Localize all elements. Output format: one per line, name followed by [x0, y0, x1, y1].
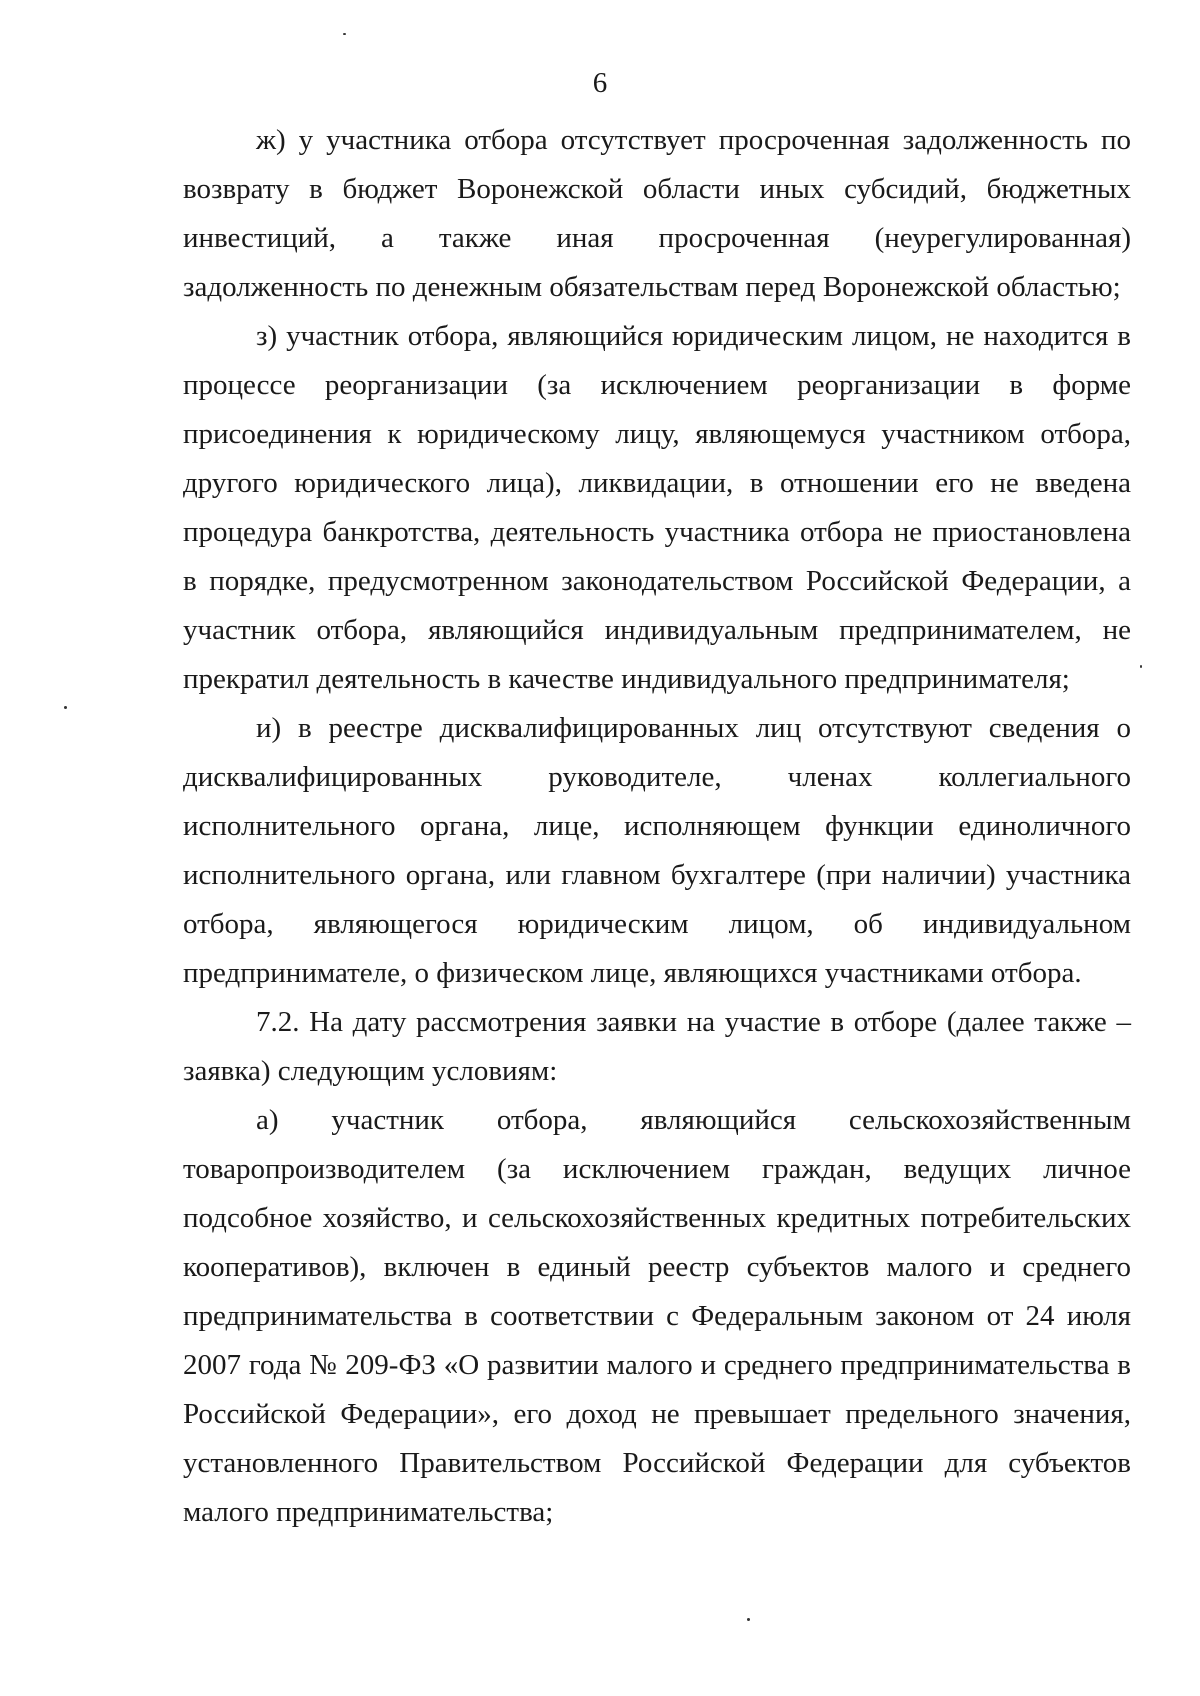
- document-body: [183, 116, 1131, 1537]
- scan-speck: [343, 33, 346, 35]
- scan-speck: [64, 706, 67, 709]
- paragraph-z: з) участник отбора, являющийся юридическим лицом, не находится в процессе реорганизации (за исключением реорганизации в форме присоединения к юридическому лицу, являющемуся участником отбора, другого юридического лица), ликвидации, в отношении его не введена процедура банкротства, деятельность участника отбора не приостановлена в порядке, предусмотренном законодательством Российской Федерации, а участник отбора, являющийся индивидуальным предпринимателем, не прекратил деятельность в качестве индивидуального предпринимателя;: [183, 320, 1131, 695]
- scan-speck: [1140, 665, 1142, 668]
- page-number: 6: [592, 67, 608, 99]
- paragraph-7-2: 7.2. На дату рассмотрения заявки на участие в отборе (далее также – заявка) следующим условиям:: [183, 1006, 1131, 1087]
- paragraph-zh: ж) у участника отбора отсутствует просроченная задолженность по возврату в бюджет Воронежской области иных субсидий, бюджетных инвестиций, а также иная просроченная (неурегулированная) задолженность по денежным обязательствам перед Воронежской областью;: [183, 124, 1131, 303]
- scan-speck: [747, 1618, 750, 1621]
- paragraph-i: и) в реестре дисквалифицированных лиц отсутствуют сведения о дисквалифицированных руководителе, членах коллегиального исполнительного органа, лице, исполняющем функции единоличного исполнительного органа, или главном бухгалтере (при наличии) участника отбора, являющегося юридическим лицом, об индивидуальном предпринимателе, о физическом лице, являющихся участниками отбора.: [183, 712, 1131, 989]
- paragraph-a: а) участник отбора, являющийся сельскохозяйственным товаропроизводителем (за исключением граждан, ведущих личное подсобное хозяйство, и сельскохозяйственных кредитных потребительских кооперативов), включен в единый реестр субъектов малого и среднего предпринимательства в соответствии с Федеральным законом от 24 июля 2007 года № 209-ФЗ «О развитии малого и среднего предпринимательства в Российской Федерации», его доход не превышает предельного значения, установленного Правительством Российской Федерации для субъектов малого предпринимательства;: [183, 1104, 1131, 1528]
